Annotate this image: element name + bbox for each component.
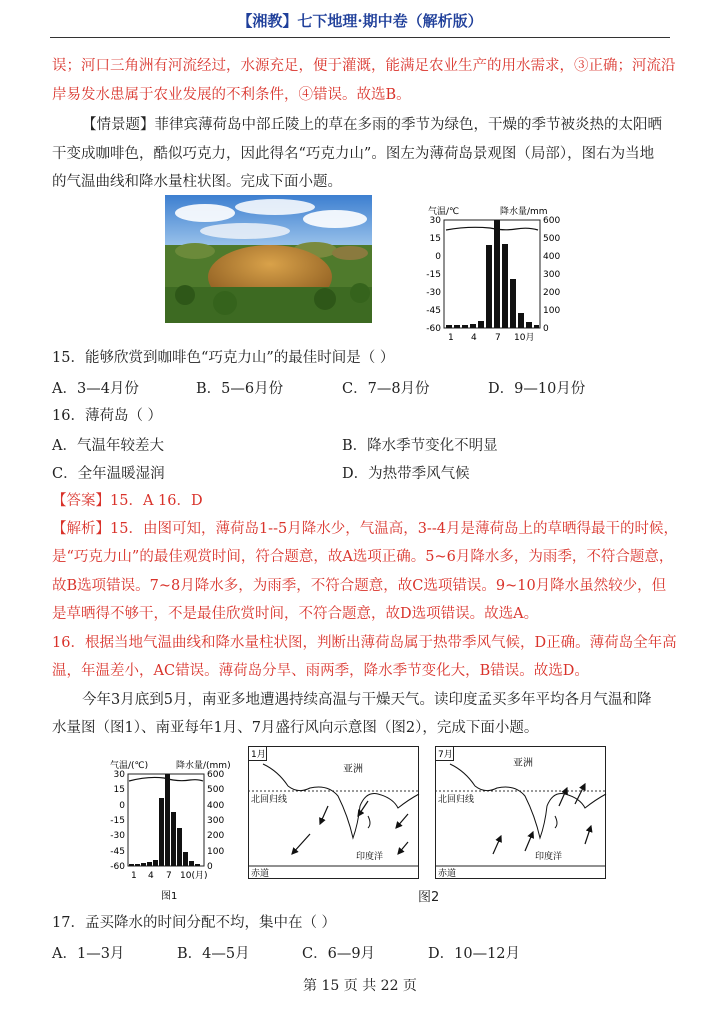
wind-map-january <box>248 746 420 880</box>
prev-analysis-line-1: 误；河口三角洲有河流经过，水源充足，便于灌溉，能满足农业生产的用水需求，③正确；河流沿 <box>52 58 676 74</box>
figure-1-caption: 图1 <box>161 891 178 902</box>
cc2-temp-tick: -15 <box>110 816 125 826</box>
prev-analysis-line-2: 岸易发水患属于农业发展的不利条件，④错误。故选B。 <box>52 87 411 103</box>
cc2-temp-ticks <box>110 770 125 872</box>
cc2-precip-tick: 0 <box>207 862 213 872</box>
cc1-month-tick: 10月 <box>514 333 535 342</box>
cc1-precip-bar <box>510 279 516 328</box>
cc2-precip-tick: 600 <box>207 770 225 780</box>
cc2-precip-bar <box>129 864 134 866</box>
cc2-month-tick: 10(月) <box>180 871 208 881</box>
chocolate-hills-photo <box>165 195 372 323</box>
answer-line: 【答案】15．A 16．D <box>52 493 203 509</box>
scenario-line-2: 干变成咖啡色，酷似巧克力，因此得名“巧克力山”。图左为薄荷岛景观图（局部），图右为当地 <box>52 146 655 162</box>
cc1-precip-bar <box>526 322 532 328</box>
cc1-temp-tick: -30 <box>426 288 441 298</box>
cc2-precip-bar <box>183 852 188 866</box>
cc2-precip-tick: 500 <box>207 785 225 795</box>
cc1-precip-bar <box>454 325 460 328</box>
cc2-month-tick: 7 <box>166 871 172 881</box>
cc1-precip-bar <box>470 324 476 328</box>
cc2-precip-axis-label: 降水量/(mm) <box>176 761 231 771</box>
q16-option-a[interactable]: A．气温年较差大 <box>52 438 164 454</box>
cc2-precip-bar <box>177 828 182 866</box>
cc2-precip-tick: 100 <box>207 847 225 857</box>
wind-map-july <box>435 746 607 880</box>
jan-equator-label: 赤道 <box>251 869 270 879</box>
q15-option-a[interactable]: A．3—4月份 <box>52 381 139 397</box>
cc1-temp-axis-label: 气温/℃ <box>428 207 460 217</box>
cc1-temp-tick: -60 <box>426 324 441 334</box>
scenario-line-3: 的气温曲线和降水量柱状图。完成下面小题。 <box>52 174 342 190</box>
page-header-title: 【湘教】七下地理·期中卷（解析版） <box>237 12 483 30</box>
scenario-line-1: 【情景题】菲律宾薄荷岛中部丘陵上的草在多雨的季节为绿色，干燥的季节被炎热的太阳晒 <box>82 117 662 133</box>
analysis-line-5: 16．根据当地气温曲线和降水量柱状图，判断出薄荷岛属于热带季风气候，D正确。薄荷岛全年高 <box>52 635 677 651</box>
cc1-temp-tick: 0 <box>435 252 441 262</box>
cc1-precip-bar <box>502 244 508 328</box>
q17-option-a[interactable]: A．1—3月 <box>52 946 125 962</box>
cc2-temp-tick: 30 <box>113 770 125 780</box>
cc2-precip-bar <box>147 862 152 866</box>
cc2-month-tick: 4 <box>148 871 154 881</box>
analysis-line-3: 故B选项错误。7~8月降水多，为雨季，不符合题意，故C选项错误。9~10月降水虽然较少，但 <box>52 578 667 594</box>
q17-stem: 17．孟买降水的时间分配不均，集中在（ ） <box>52 915 337 931</box>
jan-month-label: 1月 <box>251 750 266 760</box>
header-divider <box>50 37 670 38</box>
intro2-line-2: 水量图（图1）、南亚每年1月、7月盛行风向示意图（图2），完成下面小题。 <box>52 720 539 736</box>
cc2-precip-tick: 200 <box>207 831 225 841</box>
cc1-precip-bar <box>478 321 484 328</box>
jul-tropic-label: 北回归线 <box>438 795 475 805</box>
cc1-precip-tick: 0 <box>543 324 549 334</box>
climate-chart-2 <box>106 756 266 906</box>
climate-chart-1 <box>418 200 578 342</box>
cc2-precip-tick: 400 <box>207 801 225 811</box>
cc2-temp-tick: -60 <box>110 862 125 872</box>
q16-stem: 16．薄荷岛（ ） <box>52 408 163 424</box>
jan-ocean-label: 印度洋 <box>356 852 384 862</box>
jan-asia-label: 亚洲 <box>343 764 363 775</box>
cc2-precip-bar <box>141 863 146 866</box>
cc1-temp-tick: 30 <box>429 216 441 226</box>
cc1-temp-ticks <box>426 216 441 334</box>
jul-ocean-label: 印度洋 <box>535 852 563 862</box>
cc1-precip-tick: 400 <box>543 252 561 262</box>
cc1-temp-curve <box>446 227 538 230</box>
q16-option-c[interactable]: C．全年温暖湿润 <box>52 466 165 482</box>
q17-option-b[interactable]: B．4—5月 <box>177 946 250 962</box>
cc1-precip-bar <box>462 325 468 328</box>
cc2-precip-ticks <box>207 770 224 872</box>
cc2-precip-bar <box>159 798 164 866</box>
cc1-precip-tick: 200 <box>543 288 561 298</box>
analysis-line-2: 是“巧克力山”的最佳观赏时间，符合题意，故A选项正确。5~6月降水多，为雨季，不符合题意， <box>52 549 674 565</box>
cc1-precip-bar <box>446 325 452 328</box>
cc1-precip-bar <box>518 313 524 328</box>
cc2-precip-bar <box>153 860 158 866</box>
cc2-bars <box>129 774 200 866</box>
cc2-precip-bar <box>195 864 200 866</box>
cc1-precip-axis-label: 降水量/mm <box>500 207 548 217</box>
cc1-precip-tick: 500 <box>543 234 561 244</box>
analysis-line-6: 温，年温差小，AC错误。薄荷岛分旱、雨两季，降水季节变化大，B错误。故选D。 <box>52 663 589 679</box>
cc2-precip-tick: 300 <box>207 816 225 826</box>
cc2-temp-tick: -30 <box>110 831 125 841</box>
analysis-line-1: 【解析】15．由图可知，薄荷岛1--5月降水少，气温高，3--4月是薄荷岛上的草晒得最干的时候， <box>52 521 678 537</box>
cc1-precip-tick: 100 <box>543 306 561 316</box>
cc1-temp-tick: 15 <box>429 234 441 244</box>
figure-2-caption: 图2 <box>418 890 440 905</box>
jan-tropic-label: 北回归线 <box>251 795 288 805</box>
cc1-precip-tick: 300 <box>543 270 561 280</box>
cc2-precip-bar <box>165 774 170 866</box>
page-footer: 第 15 页 共 22 页 <box>303 978 417 994</box>
cc2-precip-bar <box>135 864 140 866</box>
jul-equator-label: 赤道 <box>438 869 457 879</box>
q15-stem: 15．能够欣赏到咖啡色“巧克力山”的最佳时间是（ ） <box>52 350 395 366</box>
cc1-month-tick: 1 <box>448 333 454 342</box>
cc1-bars <box>446 220 539 328</box>
q17-option-d[interactable]: D．10—12月 <box>428 946 521 962</box>
q15-option-c[interactable]: C．7—8月份 <box>342 381 430 397</box>
cc2-temp-axis-label: 气温/(℃) <box>110 761 149 771</box>
cc1-month-tick: 7 <box>495 333 501 342</box>
cc2-precip-bar <box>171 812 176 866</box>
q16-option-b[interactable]: B．降水季节变化不明显 <box>342 438 498 454</box>
q17-option-c[interactable]: C．6—9月 <box>302 946 376 962</box>
jul-asia-label: 亚洲 <box>513 758 533 769</box>
cc1-precip-tick: 600 <box>543 216 561 226</box>
cc2-temp-tick: 0 <box>119 801 125 811</box>
q16-option-d[interactable]: D．为热带季风气候 <box>342 466 470 482</box>
cc1-precip-bar <box>494 220 500 328</box>
intro2-line-1: 今年3月底到5月，南亚多地遭遇持续高温与干燥天气。读印度孟买多年平均各月气温和降 <box>82 692 652 708</box>
cc2-temp-tick: 15 <box>113 785 125 795</box>
cc1-precip-bar <box>486 245 492 328</box>
q15-option-d[interactable]: D．9—10月份 <box>488 381 586 397</box>
analysis-line-4: 是草晒得不够干，不是最佳欣赏时间，不符合题意，故D选项错误。故选A。 <box>52 606 539 622</box>
cc2-temp-tick: -45 <box>110 847 125 857</box>
cc1-temp-tick: -45 <box>426 306 441 316</box>
cc1-temp-tick: -15 <box>426 270 441 280</box>
cc2-precip-bar <box>189 861 194 866</box>
cc2-month-tick: 1 <box>131 871 137 881</box>
jul-month-label: 7月 <box>438 750 453 760</box>
q15-option-b[interactable]: B．5—6月份 <box>196 381 284 397</box>
cc1-month-tick: 4 <box>471 333 477 342</box>
cc1-precip-bar <box>534 325 539 328</box>
cc1-precip-ticks <box>543 216 560 334</box>
